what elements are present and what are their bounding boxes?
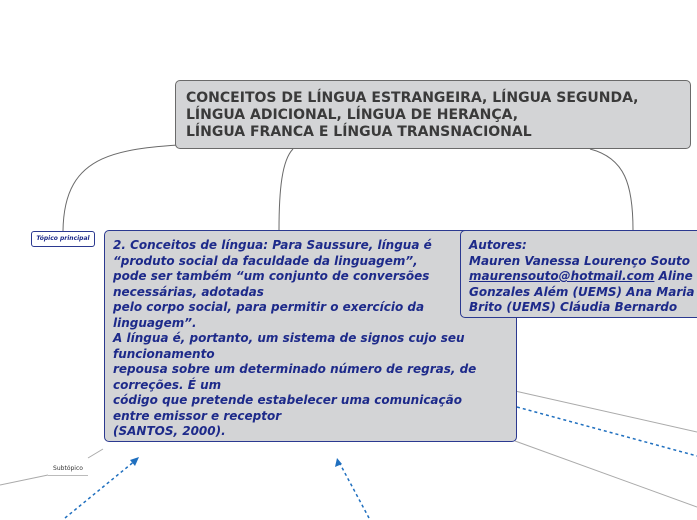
main-topic-line-3: LÍNGUA FRANCA E LÍNGUA TRANSNACIONAL — [186, 124, 532, 140]
relation-arrowhead-middle — [335, 458, 342, 467]
authors-line-2 — [469, 269, 697, 285]
concept-line: funcionamento — [113, 346, 215, 361]
connector-right-lower — [515, 441, 697, 507]
concept-line: linguagem”. — [113, 315, 197, 330]
relation-arrow-right — [517, 407, 697, 456]
topico-principal-node[interactable]: Tópico principal — [31, 231, 95, 247]
concept-line: A língua é, portanto, um sistema de signos cujo seu — [113, 331, 465, 345]
authors-line-1: Mauren Vanessa Lourenço Souto — [469, 253, 691, 268]
concept-line: pode ser também “um conjunto de conversões — [113, 269, 430, 283]
concept-line: pelo corpo social, para permitir o exercício da — [113, 300, 425, 314]
connector-right-upper — [515, 391, 697, 432]
subtopic-node[interactable]: Subtópico — [48, 463, 88, 476]
concept-line: repousa sobre um determinado número de regras, de — [113, 362, 477, 376]
authors-node[interactable] — [460, 230, 697, 318]
main-topic-line-2: LÍNGUA ADICIONAL, LÍNGUA DE HERANÇA, — [186, 107, 519, 123]
connector-main-to-topic — [63, 143, 210, 231]
concept-line: entre emissor e receptor — [113, 408, 282, 423]
authors-label: Autores: — [469, 238, 527, 252]
main-topic-node[interactable] — [175, 80, 691, 149]
concept-line: 2. Conceitos de língua: Para Saussure, língua é — [113, 238, 432, 252]
connector-main-to-authors — [590, 149, 633, 230]
concept-line: código que pretende estabelecer uma comunicação — [113, 393, 462, 407]
concept-node[interactable] — [104, 230, 517, 442]
main-topic-line-1: CONCEITOS DE LÍNGUA ESTRANGEIRA, LÍNGUA SEGUNDA, — [186, 90, 639, 106]
concept-line: (SANTOS, 2000). — [113, 424, 226, 438]
concept-line: necessárias, adotadas — [113, 284, 264, 299]
connector-main-to-concept — [279, 149, 293, 230]
concept-line: correções. É um — [113, 377, 222, 392]
concept-line: “produto social da faculdade da linguagem”, — [113, 253, 418, 268]
relation-arrow-middle — [339, 462, 369, 518]
author-email-link[interactable]: maurensouto@hotmail.com — [469, 269, 655, 283]
authors-line-3: Gonzales Além (UEMS) Ana Maria — [469, 284, 695, 299]
authors-line-4: Brito (UEMS) Cláudia Bernardo — [469, 300, 678, 314]
authors-line-2-rest: Aline — [654, 269, 693, 283]
